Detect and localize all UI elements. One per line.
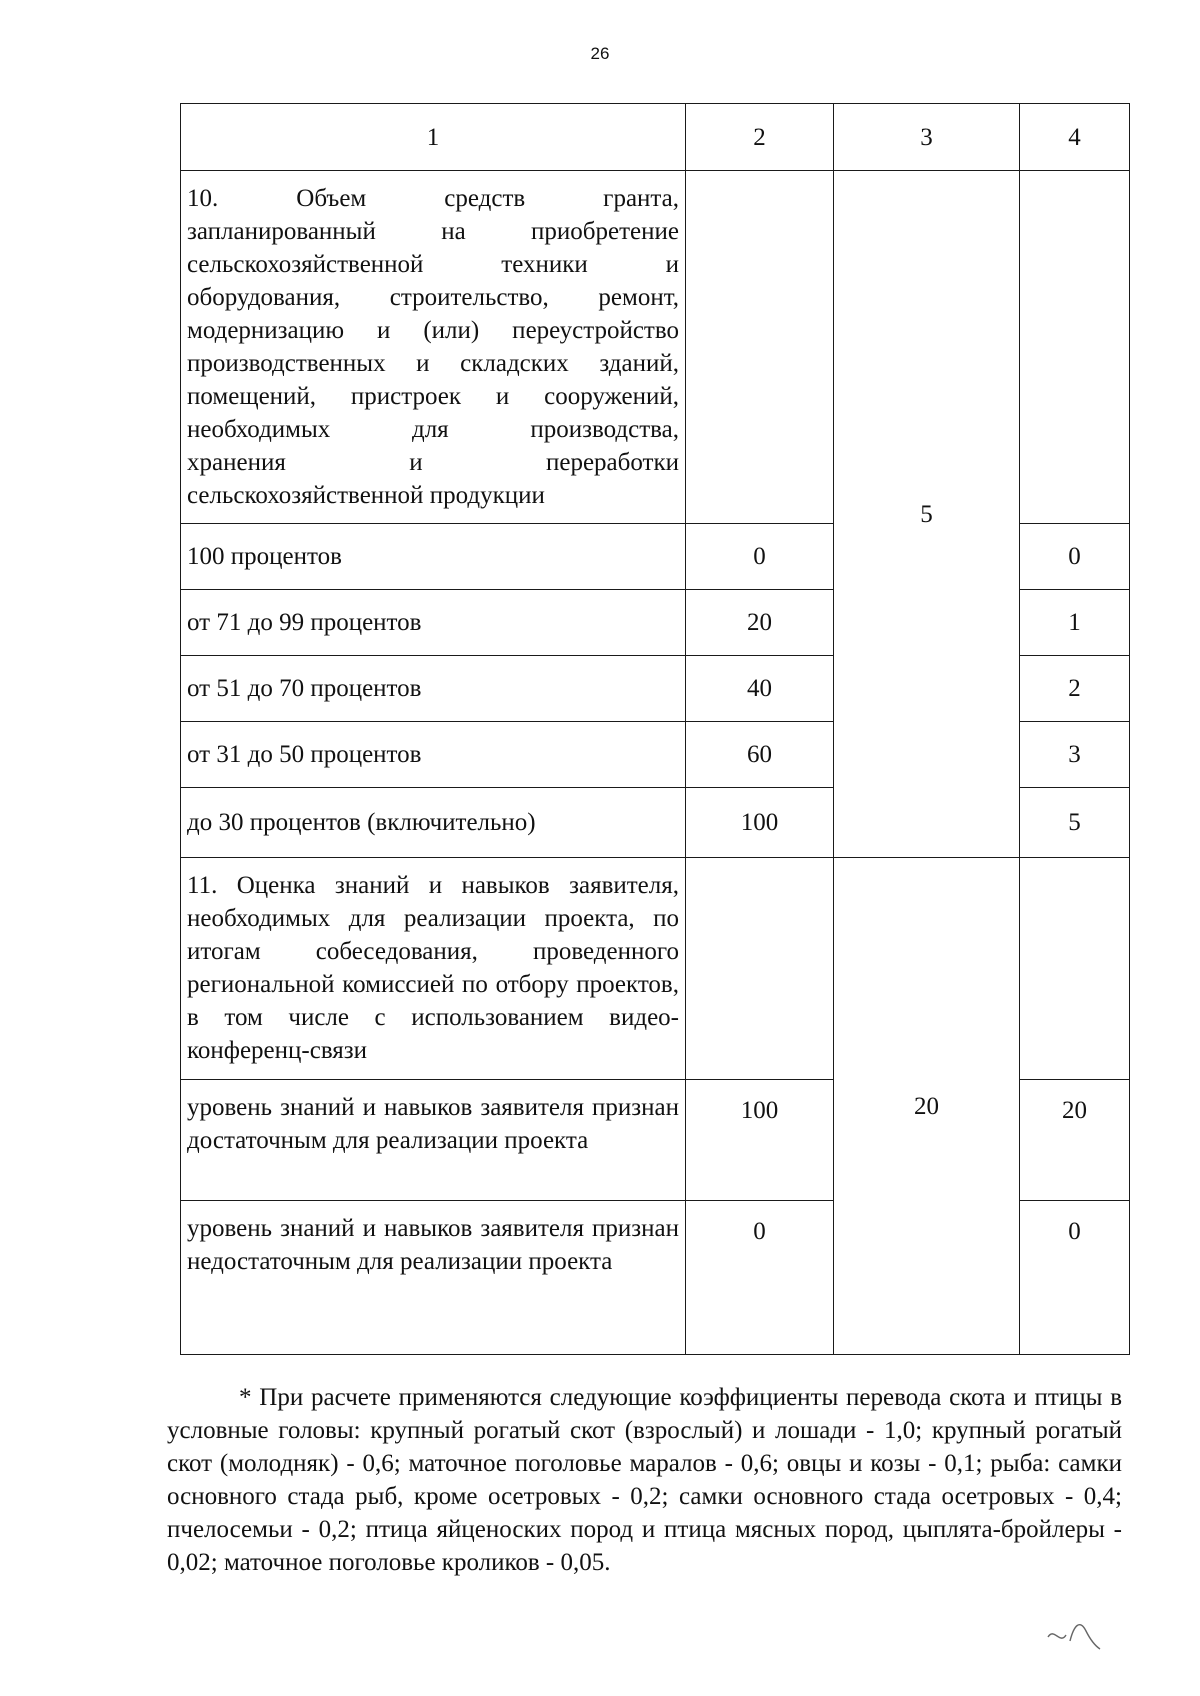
row-score: 0 <box>1020 1201 1130 1355</box>
criterion-10-title <box>181 171 686 524</box>
row-label: от 71 до 99 процентов <box>181 590 686 656</box>
row-value: 20 <box>686 590 834 656</box>
row-value: 60 <box>686 722 834 788</box>
criterion-10-score-empty <box>1020 171 1130 524</box>
row-label: от 31 до 50 процентов <box>181 722 686 788</box>
row-score: 5 <box>1020 788 1130 858</box>
criterion-10-line: 10. Объем средств гранта, <box>187 185 679 212</box>
row-label: 100 процентов <box>181 524 686 590</box>
row-label: от 51 до 70 процентов <box>181 656 686 722</box>
criterion-11-score-empty <box>1020 858 1130 1080</box>
header-cell-1: 1 <box>181 104 686 171</box>
criterion-10-value-empty <box>686 171 834 524</box>
header-cell-3: 3 <box>834 104 1020 171</box>
row-value: 0 <box>686 1201 834 1355</box>
table-row <box>181 858 1130 1080</box>
row-value: 40 <box>686 656 834 722</box>
criterion-10-line: запланированный на приобретение <box>187 218 679 245</box>
criterion-10-weight: 5 <box>834 171 1020 858</box>
row-label: до 30 процентов (включительно) <box>181 788 686 858</box>
row-score: 1 <box>1020 590 1130 656</box>
criterion-11-weight: 20 <box>834 858 1020 1355</box>
criterion-11-value-empty <box>686 858 834 1080</box>
criterion-10-line: хранения и переработки <box>187 449 679 476</box>
criterion-10-line: производственных и складских зданий, <box>187 350 679 377</box>
criterion-10-line: сельскохозяйственной продукции <box>187 482 545 509</box>
table-row <box>181 171 1130 524</box>
row-score: 2 <box>1020 656 1130 722</box>
row-label: уровень знаний и навыков заявителя признан недостаточным для реализации проекта <box>181 1201 686 1355</box>
criterion-10-line: модернизацию и (или) переустройство <box>187 317 679 344</box>
row-value: 0 <box>686 524 834 590</box>
row-label: уровень знаний и навыков заявителя признан достаточным для реализации проекта <box>181 1080 686 1201</box>
row-score: 0 <box>1020 524 1130 590</box>
criterion-10-line: необходимых для производства, <box>187 416 679 443</box>
signature-mark <box>1040 1605 1120 1655</box>
header-cell-4: 4 <box>1020 104 1130 171</box>
criterion-11-title: 11. Оценка знаний и навыков заявителя, необходимых для реализации проекта, по итогам собеседования, проведенного региональной комиссией по отбору проектов, в том числе с использованием видео-конференц-связи <box>181 858 686 1080</box>
criterion-10-line: сельскохозяйственной техники и <box>187 251 679 278</box>
row-score: 3 <box>1020 722 1130 788</box>
criterion-10-line: оборудования, строительство, ремонт, <box>187 284 679 311</box>
table-header-row <box>181 104 1130 171</box>
page-number: 26 <box>590 44 610 63</box>
header-cell-2: 2 <box>686 104 834 171</box>
row-score: 20 <box>1020 1080 1130 1201</box>
row-value: 100 <box>686 788 834 858</box>
row-value: 100 <box>686 1080 834 1201</box>
criteria-table <box>180 103 1130 1355</box>
footnote: * При расчете применяются следующие коэффициенты перевода скота и птицы в условные головы: крупный рогатый скот (взрослый) и лошади - 1,0; крупный рогатый скот (молодняк) - 0,6; маточное поголовье маралов - 0,6; овцы и козы - 0,1; рыба: самки основного стада рыб, кроме осетровых - 0,2; самки основного стада осетровых - 0,4; пчелосемьи - 0,2; птица яйценоских пород и птица мясных пород, цыплята-бройлеры - 0,02; маточное поголовье кроликов - 0,05. <box>167 1384 1122 1576</box>
criterion-10-line: помещений, пристроек и сооружений, <box>187 383 679 410</box>
